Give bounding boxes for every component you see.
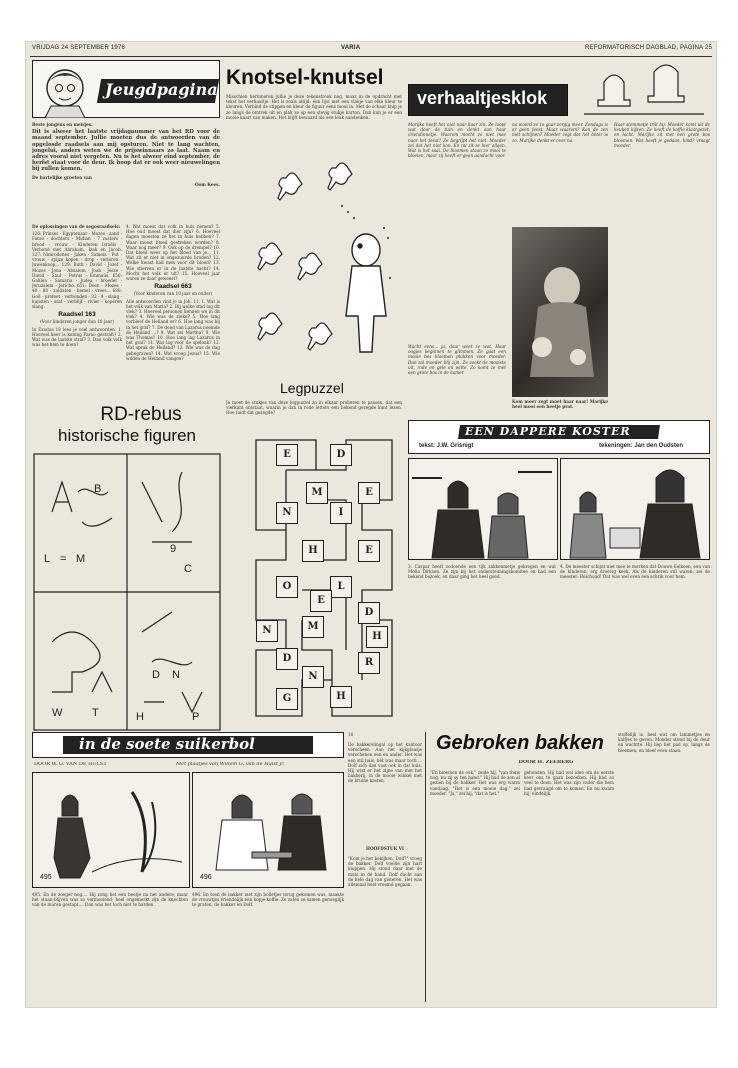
suikerbol-image-496 (192, 772, 344, 888)
suikerbol-chapter-number: 16 (348, 732, 354, 737)
suikerbol-text-2: "Kom je het bekijken, Dolf?" vroeg de bakker. Dolf voelde zijn hart kloppen. Hij stond daar met de muts in de hand. Dolf dacht aan de hele dag van gisteren. Het was allemaal heel vreemd gegaan. (348, 856, 422, 888)
bird-figures-illustration (226, 138, 402, 374)
jeugd-banner (32, 60, 220, 118)
suikerbol-chapter-heading: HOOFDSTUK VI (366, 846, 404, 851)
suikerbol-caption-496: 496. En toen de bakker met zijn bolletjes terug gekomen was, maakte de vrouwtjes vriendelijk een kopje koffie. Zo zaten ze samen genoeglijk te praten, de bakker en Dolf. (192, 892, 344, 908)
koster-title: EEN DAPPERE KOSTER (465, 425, 631, 438)
suikerbol-banner (32, 732, 344, 758)
puzzle-letter-tile: E (276, 444, 298, 466)
gebroken-title: Gebroken bakken (436, 732, 604, 754)
verhaal-column-3: na woord ze zo gaar zorgig meer. Zondags is er geen feest. Maar waarom? Kan de zon niet schijnen? Moeder zegt dat het beter is zo. Marijke denkt er over na. (512, 122, 608, 143)
koster-text-credit: tekst: J.W. Grisnigt (419, 443, 474, 449)
suikerbol-title: in de soete suikerbol (79, 735, 255, 753)
svg-text:C: C (184, 563, 192, 575)
photo-caption: Kom moer zegt moet haar naar! Marijke heel mooi een heetje prat. (512, 399, 608, 410)
questions-column (126, 224, 220, 394)
puzzle-letter-tile: H (330, 686, 352, 708)
koster-art-credit: tekeningen: Jan den Oudsten (599, 443, 684, 449)
puzzle-letter-tile: G (276, 688, 298, 710)
verhaal-title: verhaaltjesklok (417, 88, 548, 108)
gebroken-column-2: gebonden. Hij had wel idee om de eerste keer ons te gaan bezoeken. Hij had zo veel te doen. Het was zijn vader die hem had gevraagd om te komen. En nu kwam hij, eindelijk. (524, 770, 614, 796)
jeugd-intro-text: Dit is alweer het laatste vrijdagnummer van het RD voor de maand september. Jullie moeten dus de antwoorden van de opgelosde raadsels aan mij opsturen. Niet te lang wachten, jongelui, anders weten we de prijswinnaars zo laat. Naam en adres vooral niet vergeten. Nu is het alweer eind september, de herfst staat voor de deur. Ik hoop dat er ook weer nieuwelingen bij zullen komen. (32, 129, 220, 173)
raadsel-663-questions: Alle antwoorden vind je in Joh. 11. 1. Wat is het volk van Maria? 2. Bij welke stad lag dit vlek? 3. Hoeveel personen kennen we in dit vlek? 4. Wie was de zieke? 5. Hoe lang verbleef de Heiland er? 6. Hoe lang was hij in het graf? 7. De dood van Lazarus noemde de Heiland ...? 8. Wat zei Martha? 9. Wie was Thomas? 10. Hoe lang lag Lazarus in het graf? 11. Wat lag voor de spelonk? 12. Wat sprak de Heiland? 13. Wie was de dag gebegraven? 14. Wat vroeg Jezus? 15. Wie wilden de Heiland vangen? (126, 298, 220, 361)
raadsel-663-sub: (Voor kinderen van 10 jaar en ouder) (133, 291, 213, 297)
bells-illustration (574, 62, 710, 122)
svg-text:9: 9 (170, 543, 177, 555)
raadsel-163-more-questions: 4. Wat moest dat volk in huis nemen? 5. Hoe oud moest dat dier zijn? 6. Hoeveel dagen moesten ze het in huis hebben? 7. Waar moest bloed gestreken worden? 8. Waar nog meer? 9. Ook op de drempel? 10. Dat bloed weer op het bloed van je... 11. Wat zit er niet in ongezuurde broden? 12. Welke kwast had men voor dit bloed? 13. Wie stierven er in de laatste nacht? 14. Mocht het volk er uit? 15. Hoeveel jaar waren ze daar geweest? (126, 224, 220, 282)
suikerbol-image-495 (32, 772, 190, 888)
svg-text:B: B (94, 483, 102, 495)
jeugd-signature: Oom Kees. (194, 181, 220, 187)
puzzle-letter-tile: N (256, 620, 278, 642)
raadsel-163-sub: (Voor kinderen jonger dan 10 jaar) (40, 319, 114, 325)
svg-text:T: T (92, 707, 99, 719)
koster-caption-4: 4. De meester schijnt niet mee te merken dat Douwe Eelkeen, een van de kinderen, erg droevig keek. Als de kinderen stil waren, zei de meester: Reichoud! Dat was wel even een schrik voor hem. (560, 564, 710, 580)
koster-caption-3: 3. Caspar heeft zodoende een tijk zakkenmetje gekregen en wat Molla Dirksen. Ze zijn bij het ondersteuningskomitee en had een bekend bezoek, en daar ging het heel goed. (408, 564, 556, 580)
suikerbol-illustrator: Met plaatjes van Willem G. van de Hulst jr. (176, 762, 285, 767)
puzzle-letter-tile: N (276, 502, 298, 524)
paper-name: REFORMATORISCH DAGBLAD, PAGINA 25 (585, 45, 712, 51)
puzzle-letter-tile: R (358, 652, 380, 674)
svg-text:=: = (60, 553, 67, 565)
puzzle-letter-tile: N (302, 666, 324, 688)
legpuzzel-title: Legpuzzel (280, 380, 344, 396)
svg-text:P: P (192, 711, 200, 723)
koster-banner (408, 420, 710, 454)
knotsel-intro: Misschien herinneren jullie je deze tekenstrook nog, maar in de opdracht met tekst het verhaaltje. Het is zoals altijd: een lijst met een vlakje van elke kleur te kleuren. Verbind de stippen en kleur de figuur eens mooi in. Met de schaar knip je ze langs de omtrek uit en plak ze op een stevig stukje karton. Dan kun je er een mooie kaart van maken. Het blijft bewaard als een leuk aandenken. (226, 94, 402, 120)
svg-text:M: M (76, 553, 86, 565)
rebus-title-line1: RD-rebus (100, 404, 182, 425)
puzzle-letter-tile: O (276, 576, 298, 598)
gebroken-byline: DOOR H. ZEEBERG (518, 760, 574, 765)
puzzle-letter-tile: D (358, 602, 380, 624)
puzzle-letter-tile: E (358, 540, 380, 562)
jeugd-signoff: De hartelijke groeten van (32, 174, 92, 180)
verhaal-column-4: Haar stemmetje trilt bij: Moeder komt uit de keuken kijken. Ze heeft de koffie klaargezet, en lacht: Marijke zit met een grote bos bloemen. Wat heeft je gedaan, kind? vraagt moeder. (614, 122, 710, 148)
puzzle-letter-tile: M (302, 616, 324, 638)
page-date: VRIJDAG 24 SEPTEMBER 1976 (32, 45, 126, 51)
jeugd-intro (32, 122, 220, 222)
raadsel-663-title: Raadsel 663 (154, 283, 192, 291)
gebroken-column-1: "En bloemen de ook," zeide hij, "van thuis nog, nu zij sy ten hand." Hij had de zon al gezien bij de bakker. Het was erg warm vandaag. "Het is een mooie dag," zei moeder. "Ja," zei hij, "dat is het." (430, 770, 520, 796)
puzzle-letter-tile: E (310, 590, 332, 612)
raadsel-163-questions: In Exodus 18 lees je veel antwoorden. 1. Hoeveel keer is koning Farao gestraft? 2. Wat was de laatste straf? 3. Dan volk volk was het hem te doen? (32, 326, 122, 348)
puzzle-letter-tile: D (276, 648, 298, 670)
puzzle-letter-tile: M (306, 482, 328, 504)
svg-text:W: W (52, 707, 63, 719)
newspaper-page (26, 42, 716, 1007)
jeugd-title: Jeugdpagina (105, 80, 218, 99)
solutions-column (32, 224, 122, 394)
suikerbol-caption-495: 495. En de zoeger nog.... Hij zong het een beetje na het andere; maar het staan-blijven was zo vermoeiend; heel ongemerkt zijn de knechten van de muren gestapt.... Dan was het toch niet te harden. (32, 892, 188, 908)
svg-text:L: L (44, 553, 51, 565)
koster-panel-4 (560, 458, 710, 560)
boy-portrait-illustration (35, 62, 95, 118)
verhaal-column-1: Marijke heeft het niet naar haar zin. Ze loopt wat door de tuin en denkt aan haar vriendinnetje. Waarom mocht ze niet mee naar het feest? Ze begrijpt het niet. Moeder zei dat het niet kon. En nu zit ze hier alleen. Wat is het saai. De bloemen staan zo mooi te bloeien, maar zij heeft er geen aandacht voor. (408, 122, 506, 159)
koster-panel-3 (408, 458, 558, 560)
raadsel-163-title: Raadsel 163 (58, 311, 96, 319)
verhaal-column-2: Wacht eens... ja, daar weet ze wat. Haar oogjes beginnen te glimmen. Ze gaat een mooie bos bloemen plukken voor moeder. Dan zal moeder blij zijn. Ze zoekt de mooiste uit, rode en gele en witte. Zo komt ze met een grote bos in de kamer. (408, 344, 506, 376)
suikerbol-text-1: De bakkerslingal op het kantoor verscheen. Aan het kijkglaasje verschenen een en ander. Het was een stil huis, het was maar toch ... Dolf zich dan vast ook in dat huis. Hij wist er het zijne van met het bakkerij, in de mooie winkel met de bruine kasten. (348, 742, 422, 784)
verhaal-banner (408, 84, 568, 116)
svg-text:D: D (152, 669, 160, 681)
svg-text:N: N (172, 669, 180, 681)
solutions-heading: De oplossingen van de segosraadsels: (32, 224, 121, 229)
rebus-illustrations (32, 452, 222, 732)
image-496-number: 496 (200, 874, 212, 881)
suikerbol-byline: DOOR W. G. VAN DE HULST (34, 762, 107, 767)
dotted-figure (346, 234, 386, 352)
rebus-title-line2: historische figuren (58, 426, 196, 445)
knotsel-title: Knotsel-knutsel (226, 66, 384, 89)
solutions-text: 126: Prinses - Egyptenaar - Mozes - zand - Farao - dochters - Midian - 7 zusters - brood - vrouw - Kinderen Israëls - Verbond met Abraham, Izak en Jacob. 127: Nimrodenes - Jaken - Sameia - Put - vrouw - spijze kopen - drop - verloren - Juwenkoep... 129: Ruth - David - Jozef - Mozes - Jona - Absalom - Joab - Jesse - David - Saul - Petrus - Emmaüs. 650: Galilea - Samaria - Judea - broeder - Jeruzalem - Jericho. 651: Doen - Mozes - 40 - 80 - zoldaten - hemel - vrees... 680: God - profeet - verbonden - 32 - 4 - slang - kunsten - staf - verblijf - rivier - koperen slang. (32, 231, 122, 310)
page-section: VARIA (341, 45, 361, 51)
puzzle-letter-tile: I (330, 502, 352, 524)
header-rule (30, 56, 712, 57)
puzzle-letter-tile: H (366, 626, 388, 648)
column-divider (425, 732, 426, 1002)
puzzle-letter-tile: D (330, 444, 352, 466)
girl-with-flowers-photo (512, 227, 608, 397)
svg-text:H: H (136, 711, 144, 723)
jeugd-greeting: Beste jongens en meisjes. (32, 122, 93, 127)
image-495-number: 495 (40, 874, 52, 881)
puzzle-letter-tile: L (330, 576, 352, 598)
legpuzzel-instructions: Je moet de stukjes van deze legpuzzel zo in elkaar proberen te passen, dat een vierkant ontstaat, waarin je dan in rode letters een bekend gezegde kunt lezen. Hoe luidt dat gezegde? (226, 400, 402, 416)
legpuzzel-grid (246, 430, 402, 726)
gebroken-column-3: stoffelijk is, heel wat om lammetjes en kalfjes te geven. Moeder stond bij de deur en wachtte. Hij liep het pad op, langs de bloemen, en bleef even staan. (618, 732, 710, 753)
puzzle-letter-tile: H (302, 540, 324, 562)
puzzle-letter-tile: E (358, 482, 380, 504)
